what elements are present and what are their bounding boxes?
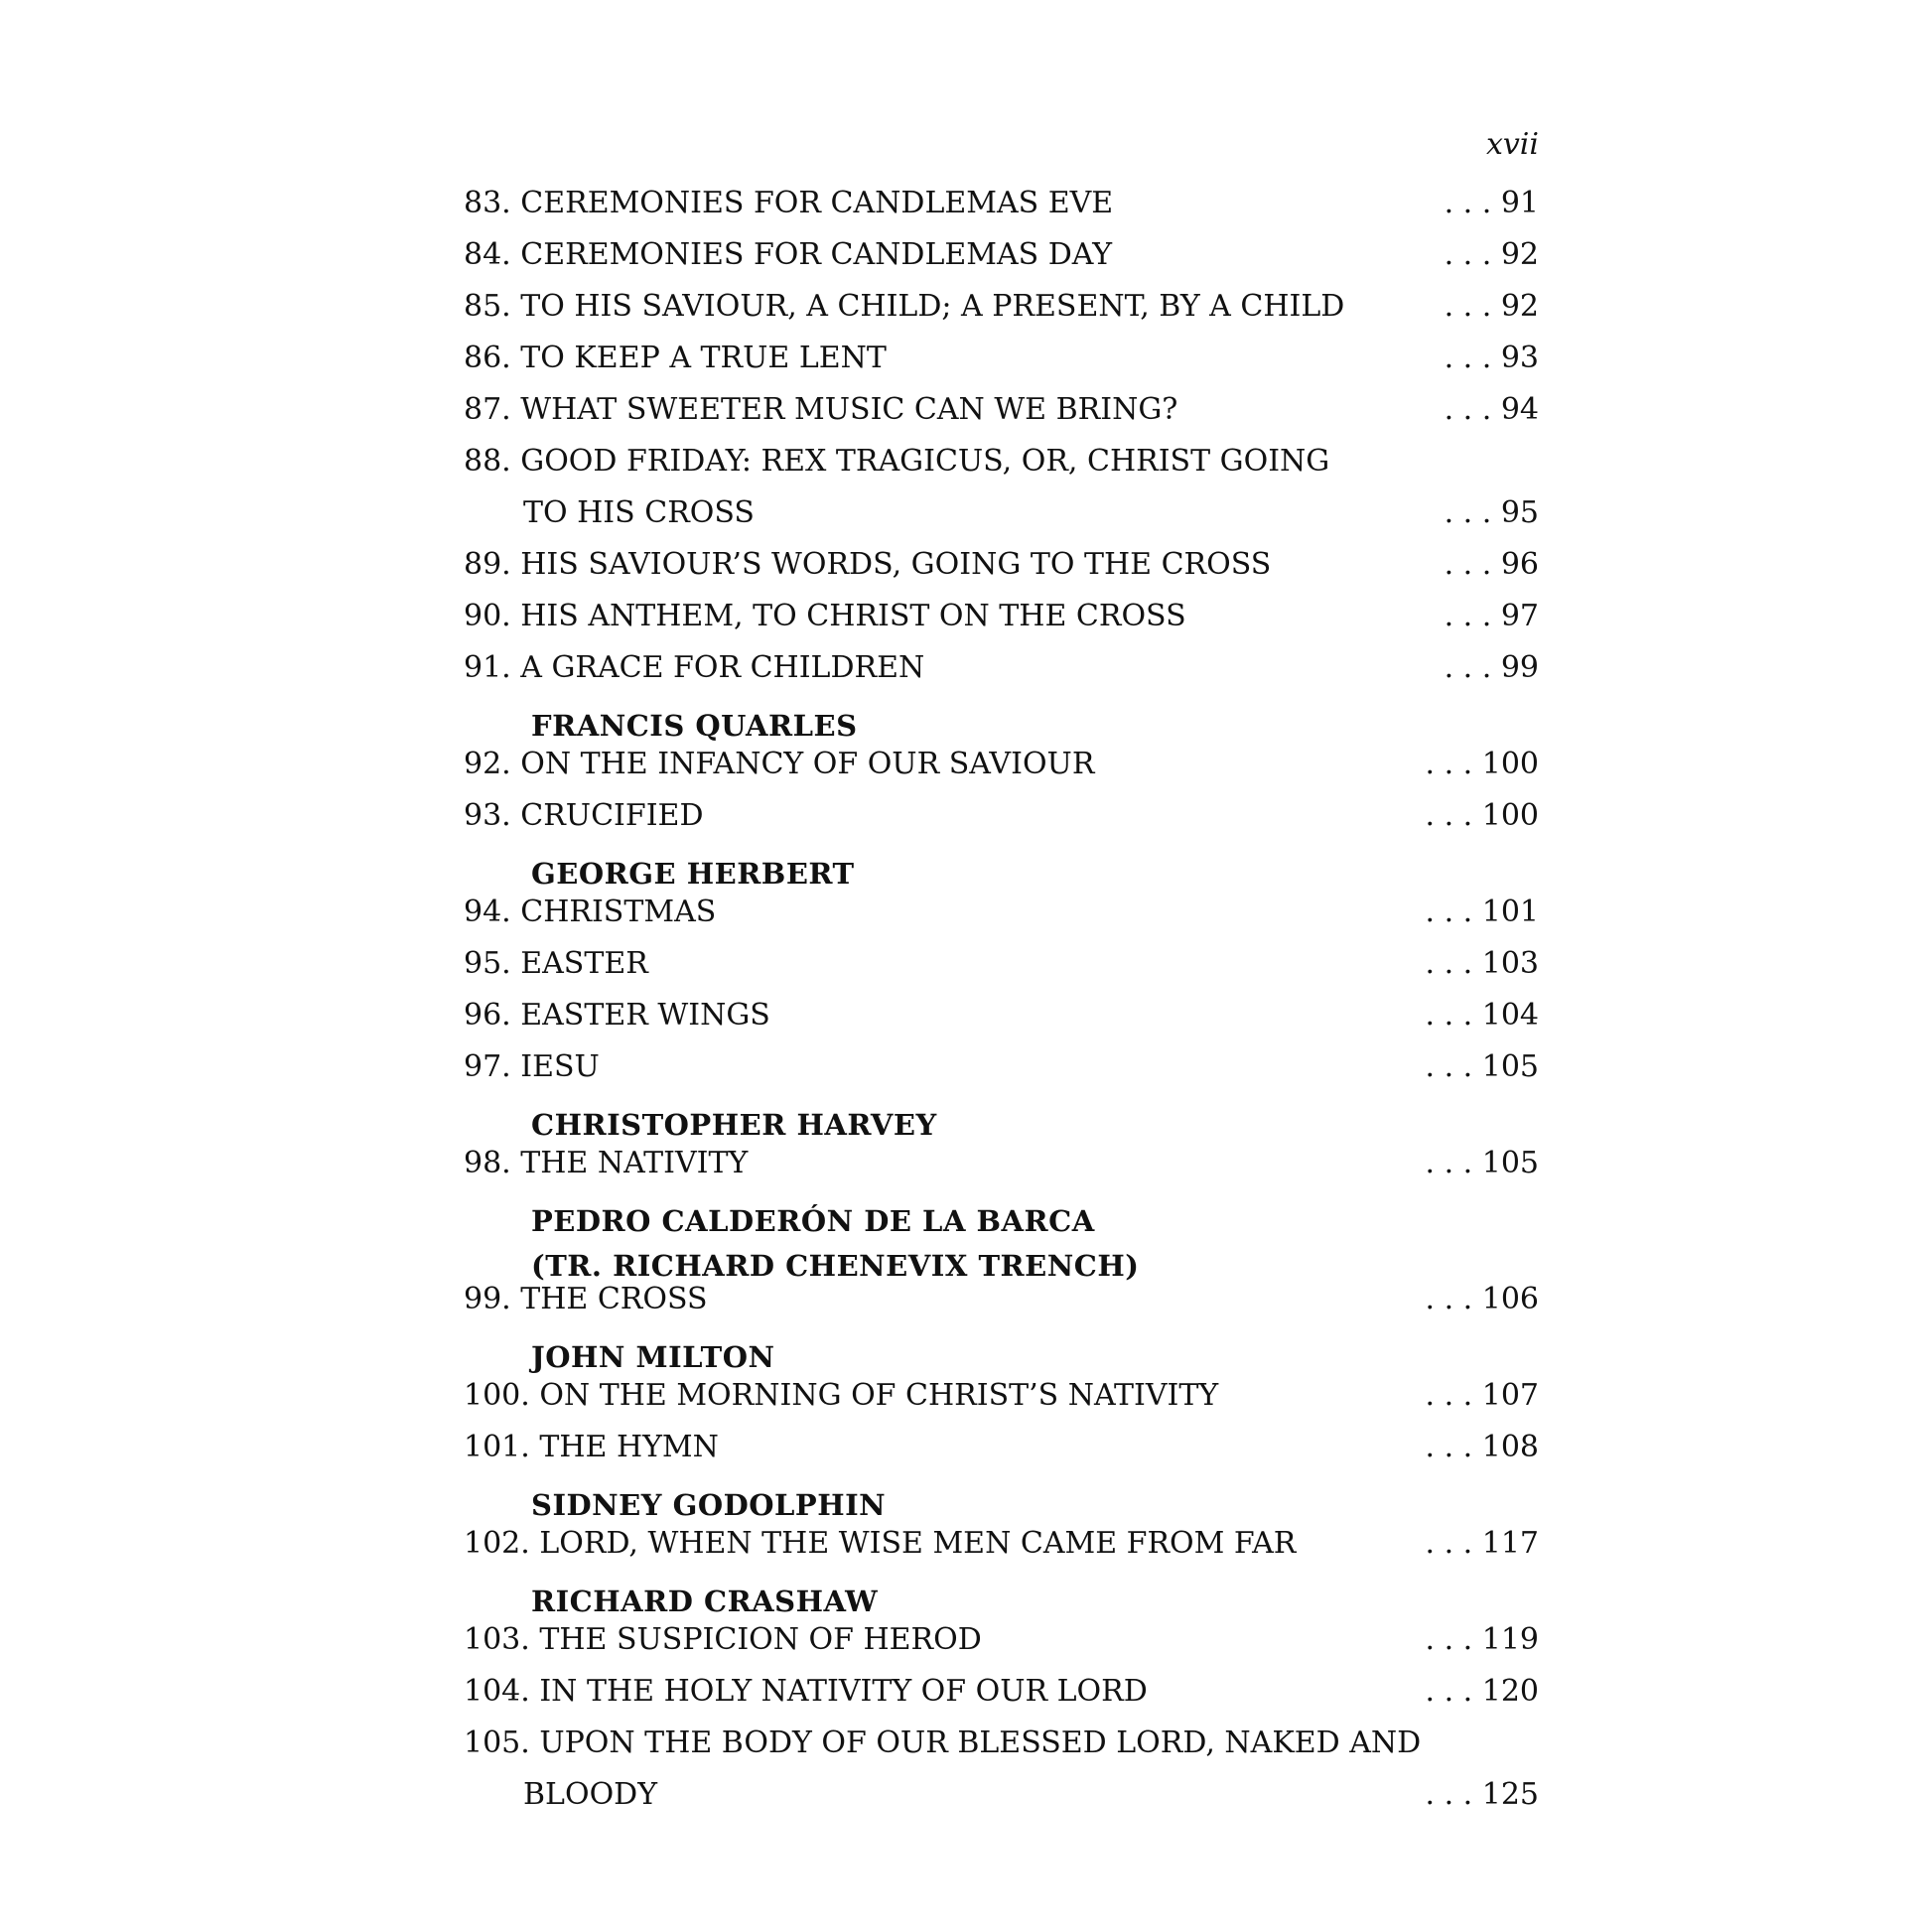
- toc-entry: [464, 1047, 1539, 1087]
- entry-page-number: . . . 92: [1444, 237, 1539, 272]
- entry-page-number: . . . 103: [1425, 946, 1539, 981]
- toc-entry: [464, 1620, 1539, 1660]
- entry-title: 94. CHRISTMAS: [464, 895, 717, 929]
- author-heading: JOHN MILTON: [531, 1340, 775, 1374]
- entry-title-continuation: TO HIS CROSS: [523, 495, 755, 530]
- entry-title: 85. TO HIS SAVIOUR, A CHILD; A PRESENT, BY A CHILD: [464, 289, 1345, 324]
- toc-entry: [464, 996, 1539, 1035]
- toc-entry-continuation: [464, 1775, 1539, 1815]
- entry-page-number: . . . 97: [1444, 599, 1539, 633]
- toc-entry: [464, 648, 1539, 688]
- author-heading: GEORGE HERBERT: [531, 857, 855, 891]
- toc-entry: [464, 442, 1539, 482]
- author-heading: RICHARD CRASHAW: [531, 1585, 879, 1618]
- entry-title: 95. EASTER: [464, 946, 648, 981]
- toc-entry: [464, 1376, 1539, 1416]
- author-heading: FRANCIS QUARLES: [531, 709, 858, 743]
- author-heading: CHRISTOPHER HARVEY: [531, 1108, 937, 1142]
- toc-entry: [464, 184, 1539, 223]
- toc-entry: [464, 1280, 1539, 1319]
- entry-title: 93. CRUCIFIED: [464, 798, 704, 833]
- entry-title-continuation: BLOODY: [523, 1777, 658, 1812]
- toc-entry: [464, 944, 1539, 984]
- entry-page-number: . . . 91: [1444, 186, 1539, 220]
- entry-title: 89. HIS SAVIOUR’S WORDS, GOING TO THE CROSS: [464, 547, 1272, 582]
- entry-page-number: . . . 104: [1425, 998, 1539, 1033]
- entry-title: 102. LORD, WHEN THE WISE MEN CAME FROM FAR: [464, 1526, 1297, 1561]
- entry-page-number: . . . 92: [1444, 289, 1539, 324]
- entry-page-number: . . . 101: [1425, 895, 1539, 929]
- entry-title: 103. THE SUSPICION OF HEROD: [464, 1622, 982, 1657]
- toc-entry: [464, 287, 1539, 327]
- entry-title: 90. HIS ANTHEM, TO CHRIST ON THE CROSS: [464, 599, 1186, 633]
- toc-entry: [464, 339, 1539, 378]
- toc-entry: [464, 893, 1539, 932]
- entry-title: 87. WHAT SWEETER MUSIC CAN WE BRING?: [464, 392, 1178, 427]
- entry-page-number: . . . 96: [1444, 547, 1539, 582]
- entry-title: 96. EASTER WINGS: [464, 998, 770, 1033]
- entry-title: 88. GOOD FRIDAY: REX TRAGICUS, OR, CHRIST GOING: [464, 444, 1330, 479]
- toc-entry: [464, 1428, 1539, 1467]
- entry-title: 104. IN THE HOLY NATIVITY OF OUR LORD: [464, 1674, 1148, 1709]
- entry-title: 99. THE CROSS: [464, 1282, 708, 1316]
- entry-page-number: . . . 106: [1425, 1282, 1539, 1316]
- entry-page-number: . . . 105: [1425, 1146, 1539, 1180]
- entry-title: 91. A GRACE FOR CHILDREN: [464, 650, 925, 685]
- entry-page-number: . . . 93: [1444, 341, 1539, 375]
- toc-entry: [464, 745, 1539, 784]
- toc-entry: [464, 1144, 1539, 1183]
- entry-page-number: . . . 119: [1425, 1622, 1539, 1657]
- entry-title: 86. TO KEEP A TRUE LENT: [464, 341, 887, 375]
- entry-page-number: . . . 108: [1425, 1430, 1539, 1464]
- entry-page-number: . . . 100: [1425, 747, 1539, 781]
- author-heading-line2: (TR. RICHARD CHENEVIX TRENCH): [531, 1249, 1140, 1283]
- entry-title: 92. ON THE INFANCY OF OUR SAVIOUR: [464, 747, 1095, 781]
- entry-page-number: . . . 99: [1444, 650, 1539, 685]
- entry-title: 84. CEREMONIES FOR CANDLEMAS DAY: [464, 237, 1113, 272]
- toc-entry: [464, 235, 1539, 275]
- entry-page-number: . . . 105: [1425, 1049, 1539, 1084]
- toc-entry: [464, 1524, 1539, 1564]
- author-heading: SIDNEY GODOLPHIN: [531, 1488, 887, 1522]
- entry-page-number: . . . 107: [1425, 1378, 1539, 1413]
- entry-page-number: . . . 94: [1444, 392, 1539, 427]
- toc-entry: [464, 796, 1539, 836]
- entry-page-number: . . . 95: [1444, 495, 1539, 530]
- toc-entry: [464, 1724, 1539, 1763]
- entry-title: 83. CEREMONIES FOR CANDLEMAS EVE: [464, 186, 1114, 220]
- entry-title: 97. IESU: [464, 1049, 600, 1084]
- entry-title: 101. THE HYMN: [464, 1430, 719, 1464]
- toc-entry-continuation: [464, 493, 1539, 533]
- toc-entry: [464, 1672, 1539, 1712]
- entry-page-number: . . . 117: [1425, 1526, 1539, 1561]
- page-number: xvii: [1485, 127, 1539, 162]
- entry-page-number: . . . 120: [1425, 1674, 1539, 1709]
- toc-entry: [464, 390, 1539, 430]
- entry-page-number: . . . 100: [1425, 798, 1539, 833]
- author-heading: PEDRO CALDERÓN DE LA BARCA: [531, 1204, 1095, 1238]
- entry-title: 98. THE NATIVITY: [464, 1146, 749, 1180]
- toc-entry: [464, 597, 1539, 636]
- entry-title: 100. ON THE MORNING OF CHRIST’S NATIVITY: [464, 1378, 1219, 1413]
- entry-page-number: . . . 125: [1425, 1777, 1539, 1812]
- entry-title: 105. UPON THE BODY OF OUR BLESSED LORD, NAKED AND: [464, 1725, 1422, 1760]
- toc-entry: [464, 545, 1539, 585]
